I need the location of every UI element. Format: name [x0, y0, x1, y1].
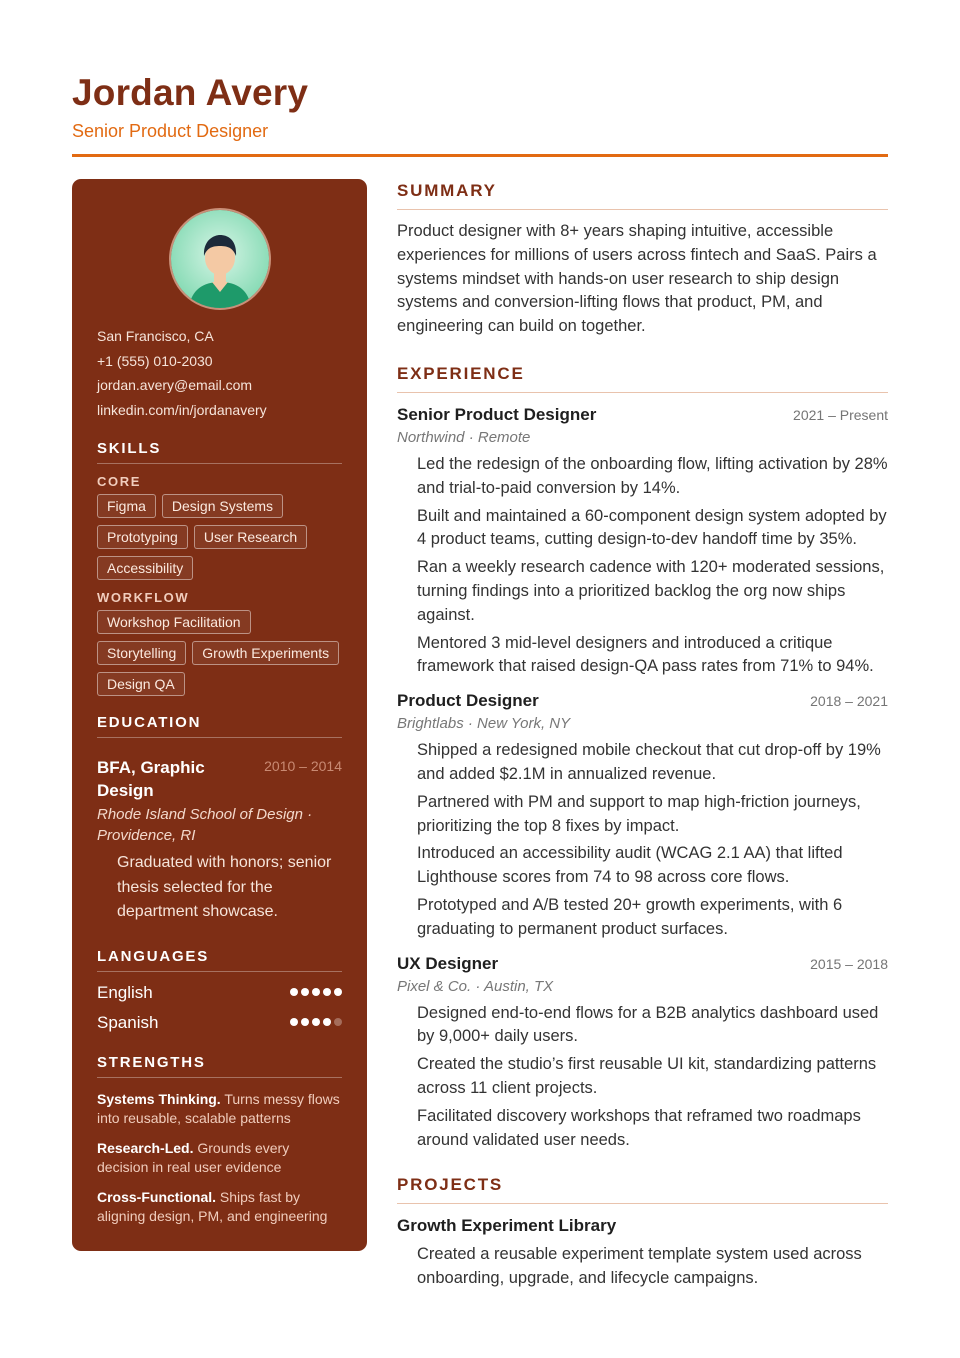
language-row	[97, 982, 342, 1003]
project-title: Growth Experiment Library	[397, 1216, 617, 1236]
job-title: Product Designer	[397, 691, 539, 711]
avatar-container	[97, 208, 342, 310]
experience-heading: EXPERIENCE	[397, 363, 888, 393]
proficiency-dot-empty	[334, 1018, 342, 1026]
education-entry	[97, 756, 342, 802]
job-bullet: Mentored 3 mid-level designers and introduced a critique framework that raised design-QA pass rates from 71% to 94%.	[417, 633, 874, 676]
job-dates: 2021 – Present	[793, 406, 888, 423]
summary-heading: SUMMARY	[397, 180, 888, 210]
job-header	[397, 954, 888, 974]
projects-heading: PROJECTS	[397, 1174, 888, 1204]
strength-title: Cross-Functional.	[97, 1188, 217, 1205]
contact-phone[interactable]: +1 (555) 010-2030	[97, 352, 213, 369]
candidate-title: Senior Product Designer	[72, 121, 269, 141]
skill-chip: Design QA	[97, 672, 185, 696]
strength-item	[97, 1139, 342, 1178]
strength-title: Systems Thinking.	[97, 1090, 221, 1107]
person-avatar-icon	[169, 208, 271, 310]
proficiency-dots	[290, 988, 342, 996]
skill-chip: User Research	[194, 525, 307, 549]
strength-text: Ships fast by aligning design, PM, and engineering	[97, 1188, 328, 1224]
job-bullet: Facilitated discovery workshops that reframed two roadmaps around validated user needs.	[417, 1106, 861, 1149]
main-content	[397, 180, 888, 1295]
candidate-name: Jordan Avery	[72, 72, 309, 113]
proficiency-dot-filled	[301, 1018, 309, 1026]
skill-chip: Growth Experiments	[192, 641, 339, 665]
resume-header	[72, 70, 888, 142]
job-company: Pixel & Co. · Austin, TX	[397, 977, 554, 995]
proficiency-dot-filled	[290, 988, 298, 996]
skill-chip: Workshop Facilitation	[97, 610, 251, 634]
skills-group-core-label: CORE	[97, 474, 141, 489]
skills-workflow-chips	[97, 610, 342, 696]
education-heading: EDUCATION	[97, 714, 342, 738]
education-degree: BFA, Graphic Design	[97, 758, 205, 800]
job-bullets	[397, 453, 888, 679]
strength-item	[97, 1090, 342, 1129]
job-company: Northwind · Remote	[397, 428, 531, 446]
job-entry	[397, 405, 888, 679]
job-bullets	[397, 739, 888, 941]
job-bullet: Introduced an accessibility audit (WCAG 2.1 AA) that lifted Lighthouse scores from 74 to 98 across core flows.	[417, 844, 843, 887]
skill-chip: Prototyping	[97, 525, 188, 549]
language-row	[97, 1012, 342, 1033]
project-bullets	[397, 1243, 888, 1291]
summary-text: Product designer with 8+ years shaping intuitive, accessible experiences for millions of users across fintech and SaaS. Pairs a systems mindset with hands-on user research to ship design systems and conversion-lifting flows that product, PM, and engineering can build on together.	[397, 222, 877, 336]
skill-chip: Accessibility	[97, 556, 193, 580]
languages-heading: LANGUAGES	[97, 948, 342, 972]
proficiency-dot-filled	[323, 988, 331, 996]
job-bullet: Ran a weekly research cadence with 120+ moderated sessions, turning findings into a prioritized backlog the org now ships against.	[417, 558, 885, 624]
proficiency-dot-filled	[334, 988, 342, 996]
header-divider	[72, 154, 888, 157]
education-dates: 2010 – 2014	[264, 758, 342, 774]
skill-chip: Storytelling	[97, 641, 186, 665]
contact-linkedin[interactable]: linkedin.com/in/jordanavery	[97, 401, 267, 418]
strength-title: Research-Led.	[97, 1139, 194, 1156]
language-name: Spanish	[97, 1012, 159, 1032]
proficiency-dot-filled	[290, 1018, 298, 1026]
proficiency-dot-filled	[312, 988, 320, 996]
education-school: Rhode Island School of Design · Providence, RI	[97, 806, 313, 844]
project-bullet: Created a reusable experiment template system used across onboarding, upgrade, and lifecycle campaigns.	[417, 1245, 862, 1288]
strengths-list	[97, 1090, 342, 1227]
skills-heading: SKILLS	[97, 440, 342, 464]
proficiency-dots	[290, 1018, 342, 1026]
job-entry	[397, 691, 888, 941]
job-bullet: Designed end-to-end flows for a B2B analytics dashboard used by 9,000+ daily users.	[417, 1003, 879, 1046]
job-header	[397, 405, 888, 425]
job-dates: 2015 – 2018	[810, 955, 888, 972]
sidebar	[72, 179, 367, 1251]
proficiency-dot-filled	[312, 1018, 320, 1026]
skill-chip: Figma	[97, 494, 156, 518]
job-title: Senior Product Designer	[397, 404, 597, 424]
strength-text: Grounds every decision in real user evidence	[97, 1139, 290, 1175]
job-bullet: Created the studio’s first reusable UI kit, standardizing patterns across 11 client projects.	[417, 1055, 877, 1097]
strength-text: Turns messy flows into reusable, scalable patterns	[97, 1090, 340, 1126]
job-bullet: Built and maintained a 60-component design system adopted by 4 product teams, cutting design-to-dev handoff time by 35%.	[417, 506, 887, 549]
contact-email[interactable]: jordan.avery@email.com	[97, 377, 253, 393]
skills-core-chips	[97, 494, 342, 580]
job-bullet: Partnered with PM and support to map high-friction journeys, prioritizing the top 8 fixes by impact.	[417, 792, 861, 835]
job-dates: 2018 – 2021	[810, 693, 888, 710]
skill-chip: Design Systems	[162, 494, 283, 518]
job-bullets	[397, 1002, 888, 1153]
job-entry	[397, 954, 888, 1153]
job-bullet: Prototyped and A/B tested 20+ growth experiments, with 6 graduating to permanent product surfaces.	[417, 895, 843, 938]
job-bullet: Shipped a redesigned mobile checkout that cut drop-off by 19% and added $2.1M in annualized revenue.	[417, 741, 881, 783]
skills-group-workflow-label: WORKFLOW	[97, 590, 190, 605]
job-bullet: Led the redesign of the onboarding flow, lifting activation by 28% and trial-to-paid conversion by 14%.	[417, 454, 888, 497]
strengths-heading: STRENGTHS	[97, 1054, 342, 1078]
job-header	[397, 691, 888, 711]
education-note: Graduated with honors; senior thesis selected for the department showcase.	[117, 854, 332, 920]
job-title: UX Designer	[397, 953, 499, 973]
language-name: English	[97, 982, 153, 1002]
proficiency-dot-filled	[301, 988, 309, 996]
contact-location: San Francisco, CA	[97, 328, 214, 344]
languages-list	[97, 982, 342, 1033]
job-company: Brightlabs · New York, NY	[397, 715, 571, 733]
proficiency-dot-filled	[323, 1018, 331, 1026]
contact-info	[97, 324, 342, 422]
strength-item	[97, 1188, 342, 1227]
